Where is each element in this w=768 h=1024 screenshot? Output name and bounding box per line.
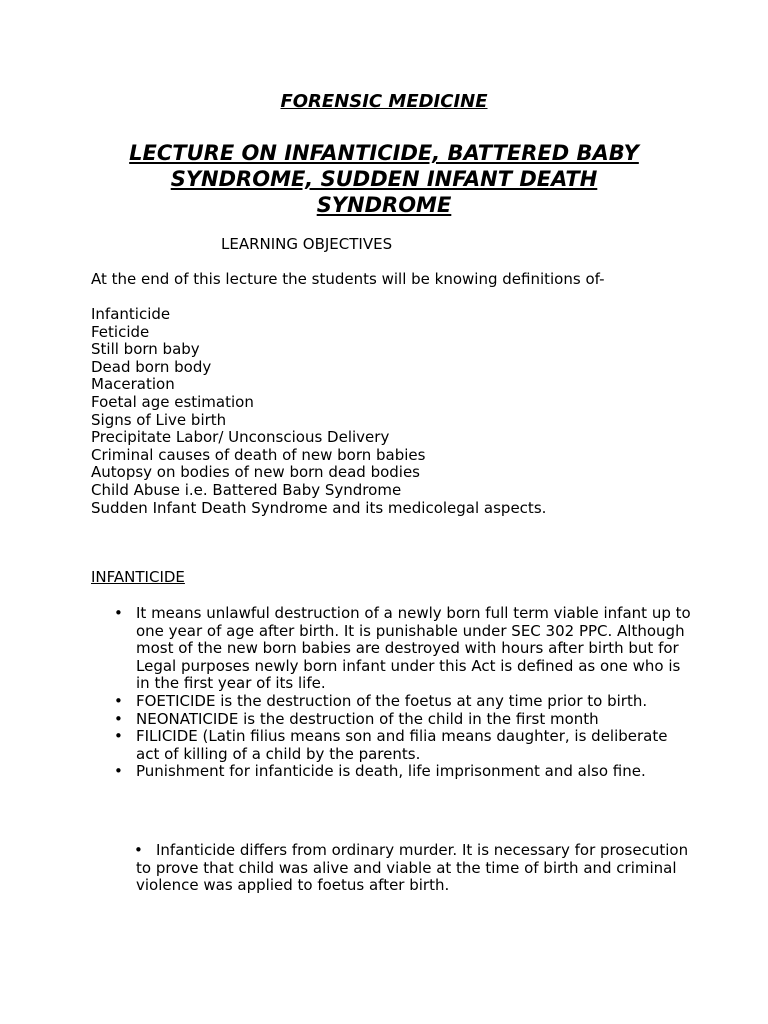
lecture-title-line-1: LECTURE ON INFANTICIDE, BATTERED BABY bbox=[129, 141, 639, 165]
objective-item: Foetal age estimation bbox=[91, 392, 254, 411]
lecture-title-line-2: SYNDROME, SUDDEN INFANT DEATH bbox=[170, 167, 598, 191]
bullet-item: • Punishment for infanticide is death, life imprisonment and also fine. bbox=[112, 763, 692, 781]
objective-item: Criminal causes of death of new born babies bbox=[91, 445, 426, 464]
infanticide-bullet-list bbox=[112, 605, 692, 781]
objective-item: Still born baby bbox=[91, 340, 200, 359]
objective-item: Sudden Infant Death Syndrome and its medicolegal aspects. bbox=[91, 498, 547, 517]
bullet-item: • FILICIDE (Latin filius means son and filia means daughter, is deliberate act of killing of a child by the parents. bbox=[112, 728, 692, 763]
objective-item: Autopsy on bodies of new born dead bodies bbox=[91, 463, 420, 482]
objective-item: Child Abuse i.e. Battered Baby Syndrome bbox=[91, 480, 402, 499]
infanticide-section-heading: INFANTICIDE bbox=[91, 568, 185, 586]
objective-item: Feticide bbox=[91, 322, 150, 341]
lecture-title-line-3: SYNDROME bbox=[316, 193, 452, 217]
bullet-item: • FOETICIDE is the destruction of the foetus at any time prior to birth. bbox=[112, 693, 692, 711]
subject-heading: FORENSIC MEDICINE bbox=[280, 91, 488, 112]
bullet-item: • Infanticide differs from ordinary murder. It is necessary for prosecution to prove that child was alive and viable at the time of birth and criminal violence was applied to foetus after birth. bbox=[112, 842, 692, 895]
objective-item: Maceration bbox=[91, 375, 175, 394]
objective-item: Infanticide bbox=[91, 305, 171, 323]
objective-item: Precipitate Labor/ Unconscious Delivery bbox=[91, 428, 390, 447]
bullet-item: • NEONATICIDE is the destruction of the child in the first month bbox=[112, 711, 692, 729]
objectives-list bbox=[91, 306, 546, 517]
objective-item: Dead born body bbox=[91, 357, 212, 376]
lecture-title bbox=[0, 140, 768, 218]
infanticide-note-list bbox=[112, 842, 692, 895]
learning-objectives-heading: LEARNING OBJECTIVES bbox=[221, 235, 393, 253]
objective-item: Signs of Live birth bbox=[91, 410, 227, 429]
intro-paragraph: At the end of this lecture the students will be knowing definitions of- bbox=[91, 270, 605, 288]
bullet-item: • It means unlawful destruction of a newly born full term viable infant up to one year of age after birth. It is punishable under SEC 302 PPC. Although most of the new born babies are destroyed with hours after birth but for Legal purposes newly born infant under this Act is defined as one who is in the first year of its life. bbox=[112, 605, 692, 693]
